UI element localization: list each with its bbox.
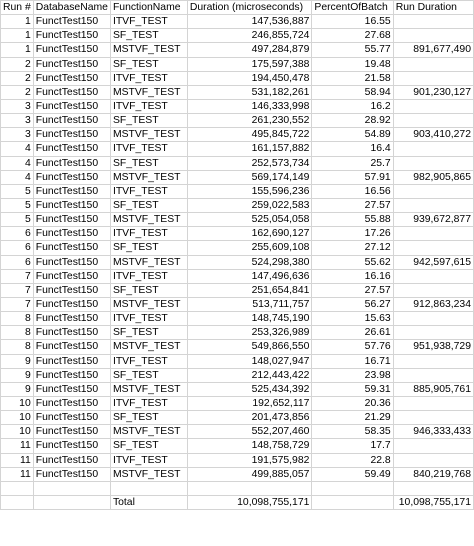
database-name-cell[interactable]: FunctTest150 xyxy=(33,297,110,311)
duration-cell[interactable]: 255,609,108 xyxy=(187,241,312,255)
header-run-duration[interactable]: Run Duration xyxy=(393,1,473,15)
duration-cell[interactable]: 261,230,552 xyxy=(187,114,312,128)
table-row xyxy=(1,241,474,255)
run-number-cell[interactable]: 3 xyxy=(1,99,34,113)
function-name-cell[interactable]: ITVF_TEST xyxy=(110,227,187,241)
database-name-cell[interactable]: FunctTest150 xyxy=(33,326,110,340)
database-name-cell[interactable]: FunctTest150 xyxy=(33,439,110,453)
function-name-cell[interactable]: ITVF_TEST xyxy=(110,453,187,467)
duration-cell[interactable]: 147,536,887 xyxy=(187,15,312,29)
function-name-cell[interactable]: MSTVF_TEST xyxy=(110,425,187,439)
header-function-name[interactable]: FunctionName xyxy=(110,1,187,15)
run-number-cell[interactable]: 10 xyxy=(1,396,34,410)
duration-cell[interactable]: 552,207,460 xyxy=(187,425,312,439)
duration-cell[interactable]: 148,027,947 xyxy=(187,354,312,368)
run-number-cell[interactable]: 8 xyxy=(1,312,34,326)
database-name-cell[interactable]: FunctTest150 xyxy=(33,368,110,382)
percent-of-batch-cell[interactable]: 17.26 xyxy=(312,227,393,241)
table-row xyxy=(1,396,474,410)
table-row xyxy=(1,326,474,340)
run-duration-cell[interactable]: 982,905,865 xyxy=(393,170,473,184)
run-duration-cell[interactable]: 903,410,272 xyxy=(393,128,473,142)
percent-of-batch-cell[interactable]: 20.36 xyxy=(312,396,393,410)
run-number-cell[interactable]: 5 xyxy=(1,213,34,227)
table-row xyxy=(1,29,474,43)
percent-of-batch-cell[interactable]: 57.91 xyxy=(312,170,393,184)
header-duration[interactable]: Duration (microseconds) xyxy=(187,1,312,15)
run-duration-cell[interactable] xyxy=(393,269,473,283)
total-row xyxy=(1,495,474,509)
function-name-cell[interactable]: MSTVF_TEST xyxy=(110,213,187,227)
run-number-cell[interactable]: 3 xyxy=(1,128,34,142)
database-name-cell[interactable]: FunctTest150 xyxy=(33,269,110,283)
duration-cell[interactable]: 259,022,583 xyxy=(187,198,312,212)
percent-of-batch-cell[interactable]: 19.48 xyxy=(312,57,393,71)
function-name-cell[interactable]: MSTVF_TEST xyxy=(110,170,187,184)
run-duration-cell[interactable] xyxy=(393,99,473,113)
run-duration-cell[interactable] xyxy=(393,184,473,198)
duration-cell[interactable]: 252,573,734 xyxy=(187,156,312,170)
run-duration-cell[interactable] xyxy=(393,198,473,212)
total-duration[interactable]: 10,098,755,171 xyxy=(187,495,312,509)
percent-of-batch-cell[interactable]: 57.76 xyxy=(312,340,393,354)
table-row xyxy=(1,71,474,85)
table-row xyxy=(1,255,474,269)
duration-cell[interactable]: 191,575,982 xyxy=(187,453,312,467)
function-name-cell[interactable]: ITVF_TEST xyxy=(110,269,187,283)
percent-of-batch-cell[interactable]: 16.56 xyxy=(312,184,393,198)
run-number-cell[interactable]: 11 xyxy=(1,453,34,467)
table-row xyxy=(1,382,474,396)
percent-of-batch-cell[interactable]: 27.57 xyxy=(312,283,393,297)
run-duration-cell[interactable] xyxy=(393,312,473,326)
duration-cell[interactable]: 148,758,729 xyxy=(187,439,312,453)
duration-cell[interactable]: 499,885,057 xyxy=(187,467,312,481)
percent-of-batch-cell[interactable]: 27.57 xyxy=(312,198,393,212)
run-number-cell[interactable]: 7 xyxy=(1,283,34,297)
percent-of-batch-cell[interactable]: 59.31 xyxy=(312,382,393,396)
database-name-cell[interactable]: FunctTest150 xyxy=(33,227,110,241)
duration-cell[interactable]: 155,596,236 xyxy=(187,184,312,198)
run-number-cell[interactable]: 1 xyxy=(1,43,34,57)
table-row xyxy=(1,198,474,212)
duration-cell[interactable]: 531,182,261 xyxy=(187,85,312,99)
table-row xyxy=(1,156,474,170)
blank-row xyxy=(1,481,474,495)
blank-cell[interactable] xyxy=(1,481,34,495)
run-duration-cell[interactable] xyxy=(393,396,473,410)
percent-of-batch-cell[interactable]: 26.61 xyxy=(312,326,393,340)
duration-cell[interactable]: 175,597,388 xyxy=(187,57,312,71)
run-number-cell[interactable]: 9 xyxy=(1,382,34,396)
percent-of-batch-cell[interactable]: 55.62 xyxy=(312,255,393,269)
database-name-cell[interactable]: FunctTest150 xyxy=(33,382,110,396)
function-name-cell[interactable]: MSTVF_TEST xyxy=(110,128,187,142)
table-row xyxy=(1,170,474,184)
percent-of-batch-cell[interactable]: 58.94 xyxy=(312,85,393,99)
database-name-cell[interactable]: FunctTest150 xyxy=(33,114,110,128)
blank-cell[interactable] xyxy=(312,481,393,495)
header-run[interactable]: Run # xyxy=(1,1,34,15)
duration-cell[interactable]: 251,654,841 xyxy=(187,283,312,297)
table-row xyxy=(1,368,474,382)
function-name-cell[interactable]: MSTVF_TEST xyxy=(110,382,187,396)
percent-of-batch-cell[interactable]: 16.16 xyxy=(312,269,393,283)
blank-cell[interactable] xyxy=(393,481,473,495)
run-duration-cell[interactable] xyxy=(393,283,473,297)
database-name-cell[interactable]: FunctTest150 xyxy=(33,198,110,212)
duration-cell[interactable]: 569,174,149 xyxy=(187,170,312,184)
table-body xyxy=(1,15,474,482)
database-name-cell[interactable]: FunctTest150 xyxy=(33,29,110,43)
table-row xyxy=(1,142,474,156)
run-duration-cell[interactable]: 939,672,877 xyxy=(393,213,473,227)
run-number-cell[interactable]: 3 xyxy=(1,114,34,128)
run-duration-cell[interactable] xyxy=(393,15,473,29)
table-row xyxy=(1,283,474,297)
duration-cell[interactable]: 192,652,117 xyxy=(187,396,312,410)
total-blank-cell[interactable] xyxy=(1,495,34,509)
table-row xyxy=(1,15,474,29)
function-name-cell[interactable]: MSTVF_TEST xyxy=(110,255,187,269)
run-duration-cell[interactable]: 891,677,490 xyxy=(393,43,473,57)
table-row xyxy=(1,425,474,439)
database-name-cell[interactable]: FunctTest150 xyxy=(33,170,110,184)
duration-cell[interactable]: 497,284,879 xyxy=(187,43,312,57)
database-name-cell[interactable]: FunctTest150 xyxy=(33,142,110,156)
table-row xyxy=(1,297,474,311)
run-number-cell[interactable]: 1 xyxy=(1,15,34,29)
function-name-cell[interactable]: SF_TEST xyxy=(110,198,187,212)
table-row xyxy=(1,439,474,453)
percent-of-batch-cell[interactable]: 56.27 xyxy=(312,297,393,311)
function-name-cell[interactable]: MSTVF_TEST xyxy=(110,43,187,57)
function-name-cell[interactable]: ITVF_TEST xyxy=(110,184,187,198)
database-name-cell[interactable]: FunctTest150 xyxy=(33,453,110,467)
blank-cell[interactable] xyxy=(110,481,187,495)
run-number-cell[interactable]: 7 xyxy=(1,297,34,311)
run-duration-cell[interactable] xyxy=(393,29,473,43)
run-duration-cell[interactable]: 942,597,615 xyxy=(393,255,473,269)
percent-of-batch-cell[interactable]: 28.92 xyxy=(312,114,393,128)
run-number-cell[interactable]: 4 xyxy=(1,170,34,184)
function-name-cell[interactable]: SF_TEST xyxy=(110,57,187,71)
run-duration-cell[interactable]: 840,219,768 xyxy=(393,467,473,481)
function-name-cell[interactable]: ITVF_TEST xyxy=(110,354,187,368)
database-name-cell[interactable]: FunctTest150 xyxy=(33,57,110,71)
percent-of-batch-cell[interactable]: 16.71 xyxy=(312,354,393,368)
percent-of-batch-cell[interactable]: 58.35 xyxy=(312,425,393,439)
percent-of-batch-cell[interactable]: 15.63 xyxy=(312,312,393,326)
percent-of-batch-cell[interactable]: 16.2 xyxy=(312,99,393,113)
total-blank-cell[interactable] xyxy=(33,495,110,509)
table-row xyxy=(1,57,474,71)
duration-cell[interactable]: 253,326,989 xyxy=(187,326,312,340)
run-duration-cell[interactable] xyxy=(393,439,473,453)
table-row xyxy=(1,453,474,467)
run-duration-cell[interactable]: 951,938,729 xyxy=(393,340,473,354)
duration-cell[interactable]: 146,333,998 xyxy=(187,99,312,113)
header-percent-of-batch[interactable]: PercentOfBatch xyxy=(312,1,393,15)
database-name-cell[interactable]: FunctTest150 xyxy=(33,43,110,57)
percent-of-batch-cell[interactable]: 16.4 xyxy=(312,142,393,156)
database-name-cell[interactable]: FunctTest150 xyxy=(33,213,110,227)
run-number-cell[interactable]: 6 xyxy=(1,241,34,255)
duration-cell[interactable]: 246,855,724 xyxy=(187,29,312,43)
table-row xyxy=(1,312,474,326)
function-name-cell[interactable]: SF_TEST xyxy=(110,411,187,425)
percent-of-batch-cell[interactable]: 59.49 xyxy=(312,467,393,481)
database-name-cell[interactable]: FunctTest150 xyxy=(33,184,110,198)
duration-cell[interactable]: 513,711,757 xyxy=(187,297,312,311)
run-number-cell[interactable]: 6 xyxy=(1,227,34,241)
run-duration-cell[interactable] xyxy=(393,71,473,85)
duration-cell[interactable]: 201,473,856 xyxy=(187,411,312,425)
percent-of-batch-cell[interactable]: 25.7 xyxy=(312,156,393,170)
percent-of-batch-cell[interactable]: 21.58 xyxy=(312,71,393,85)
function-name-cell[interactable]: MSTVF_TEST xyxy=(110,340,187,354)
database-name-cell[interactable]: FunctTest150 xyxy=(33,99,110,113)
table-row xyxy=(1,184,474,198)
run-number-cell[interactable]: 8 xyxy=(1,340,34,354)
percent-of-batch-cell[interactable]: 55.77 xyxy=(312,43,393,57)
run-number-cell[interactable]: 11 xyxy=(1,439,34,453)
database-name-cell[interactable]: FunctTest150 xyxy=(33,241,110,255)
function-name-cell[interactable]: SF_TEST xyxy=(110,439,187,453)
database-name-cell[interactable]: FunctTest150 xyxy=(33,156,110,170)
run-duration-cell[interactable] xyxy=(393,411,473,425)
database-name-cell[interactable]: FunctTest150 xyxy=(33,255,110,269)
percent-of-batch-cell[interactable]: 55.88 xyxy=(312,213,393,227)
duration-cell[interactable]: 549,866,550 xyxy=(187,340,312,354)
duration-cell[interactable]: 495,845,722 xyxy=(187,128,312,142)
duration-cell[interactable]: 525,434,392 xyxy=(187,382,312,396)
run-duration-cell[interactable] xyxy=(393,241,473,255)
run-number-cell[interactable]: 10 xyxy=(1,425,34,439)
function-name-cell[interactable]: SF_TEST xyxy=(110,241,187,255)
run-number-cell[interactable]: 9 xyxy=(1,368,34,382)
function-name-cell[interactable]: ITVF_TEST xyxy=(110,15,187,29)
percent-of-batch-cell[interactable]: 54.89 xyxy=(312,128,393,142)
function-name-cell[interactable]: SF_TEST xyxy=(110,29,187,43)
run-duration-cell[interactable]: 885,905,761 xyxy=(393,382,473,396)
table-row xyxy=(1,340,474,354)
duration-cell[interactable]: 147,496,636 xyxy=(187,269,312,283)
duration-cell[interactable]: 162,690,127 xyxy=(187,227,312,241)
table-row xyxy=(1,43,474,57)
run-number-cell[interactable]: 2 xyxy=(1,57,34,71)
database-name-cell[interactable]: FunctTest150 xyxy=(33,467,110,481)
duration-cell[interactable]: 148,745,190 xyxy=(187,312,312,326)
run-duration-cell[interactable] xyxy=(393,453,473,467)
run-number-cell[interactable]: 7 xyxy=(1,269,34,283)
database-name-cell[interactable]: FunctTest150 xyxy=(33,396,110,410)
run-number-cell[interactable]: 5 xyxy=(1,184,34,198)
percent-of-batch-cell[interactable]: 16.55 xyxy=(312,15,393,29)
duration-cell[interactable]: 524,298,380 xyxy=(187,255,312,269)
total-run-duration[interactable]: 10,098,755,171 xyxy=(393,495,473,509)
function-name-cell[interactable]: MSTVF_TEST xyxy=(110,297,187,311)
run-duration-cell[interactable] xyxy=(393,142,473,156)
table-row xyxy=(1,227,474,241)
function-name-cell[interactable]: ITVF_TEST xyxy=(110,71,187,85)
total-label[interactable]: Total xyxy=(110,495,187,509)
duration-cell[interactable]: 161,157,882 xyxy=(187,142,312,156)
run-duration-cell[interactable] xyxy=(393,156,473,170)
duration-cell[interactable]: 525,054,058 xyxy=(187,213,312,227)
function-name-cell[interactable]: SF_TEST xyxy=(110,283,187,297)
header-row xyxy=(1,1,474,15)
database-name-cell[interactable]: FunctTest150 xyxy=(33,283,110,297)
table-row xyxy=(1,467,474,481)
run-number-cell[interactable]: 9 xyxy=(1,354,34,368)
table-row xyxy=(1,128,474,142)
database-name-cell[interactable]: FunctTest150 xyxy=(33,71,110,85)
run-number-cell[interactable]: 2 xyxy=(1,71,34,85)
run-number-cell[interactable]: 10 xyxy=(1,411,34,425)
table-row xyxy=(1,85,474,99)
function-name-cell[interactable]: MSTVF_TEST xyxy=(110,467,187,481)
blank-cell[interactable] xyxy=(187,481,312,495)
database-name-cell[interactable]: FunctTest150 xyxy=(33,85,110,99)
table-row xyxy=(1,354,474,368)
function-name-cell[interactable]: MSTVF_TEST xyxy=(110,85,187,99)
function-name-cell[interactable]: SF_TEST xyxy=(110,326,187,340)
run-duration-cell[interactable]: 946,333,433 xyxy=(393,425,473,439)
run-duration-cell[interactable] xyxy=(393,354,473,368)
percent-of-batch-cell[interactable]: 27.68 xyxy=(312,29,393,43)
database-name-cell[interactable]: FunctTest150 xyxy=(33,128,110,142)
function-name-cell[interactable]: SF_TEST xyxy=(110,368,187,382)
percent-of-batch-cell[interactable]: 17.7 xyxy=(312,439,393,453)
function-name-cell[interactable]: SF_TEST xyxy=(110,156,187,170)
table-row xyxy=(1,99,474,113)
function-name-cell[interactable]: SF_TEST xyxy=(110,114,187,128)
table-row xyxy=(1,269,474,283)
run-number-cell[interactable]: 4 xyxy=(1,142,34,156)
run-number-cell[interactable]: 5 xyxy=(1,198,34,212)
table-row xyxy=(1,114,474,128)
database-name-cell[interactable]: FunctTest150 xyxy=(33,312,110,326)
database-name-cell[interactable]: FunctTest150 xyxy=(33,411,110,425)
database-name-cell[interactable]: FunctTest150 xyxy=(33,15,110,29)
percent-of-batch-cell[interactable]: 27.12 xyxy=(312,241,393,255)
function-name-cell[interactable]: ITVF_TEST xyxy=(110,99,187,113)
run-duration-cell[interactable] xyxy=(393,227,473,241)
table-row xyxy=(1,411,474,425)
run-number-cell[interactable]: 11 xyxy=(1,467,34,481)
database-name-cell[interactable]: FunctTest150 xyxy=(33,340,110,354)
run-number-cell[interactable]: 6 xyxy=(1,255,34,269)
function-name-cell[interactable]: ITVF_TEST xyxy=(110,312,187,326)
run-duration-cell[interactable]: 901,230,127 xyxy=(393,85,473,99)
function-name-cell[interactable]: ITVF_TEST xyxy=(110,142,187,156)
percent-of-batch-cell[interactable]: 22.8 xyxy=(312,453,393,467)
duration-cell[interactable]: 194,450,478 xyxy=(187,71,312,85)
total-blank-cell[interactable] xyxy=(312,495,393,509)
run-duration-cell[interactable] xyxy=(393,57,473,71)
run-number-cell[interactable]: 1 xyxy=(1,29,34,43)
run-duration-cell[interactable] xyxy=(393,114,473,128)
run-duration-cell[interactable]: 912,863,234 xyxy=(393,297,473,311)
database-name-cell[interactable]: FunctTest150 xyxy=(33,425,110,439)
header-database-name[interactable]: DatabaseName xyxy=(33,1,110,15)
blank-cell[interactable] xyxy=(33,481,110,495)
duration-cell[interactable]: 212,443,422 xyxy=(187,368,312,382)
run-number-cell[interactable]: 2 xyxy=(1,85,34,99)
run-duration-cell[interactable] xyxy=(393,326,473,340)
percent-of-batch-cell[interactable]: 21.29 xyxy=(312,411,393,425)
run-number-cell[interactable]: 8 xyxy=(1,326,34,340)
function-name-cell[interactable]: ITVF_TEST xyxy=(110,396,187,410)
table-row xyxy=(1,213,474,227)
percent-of-batch-cell[interactable]: 23.98 xyxy=(312,368,393,382)
run-number-cell[interactable]: 4 xyxy=(1,156,34,170)
database-name-cell[interactable]: FunctTest150 xyxy=(33,354,110,368)
run-duration-cell[interactable] xyxy=(393,368,473,382)
